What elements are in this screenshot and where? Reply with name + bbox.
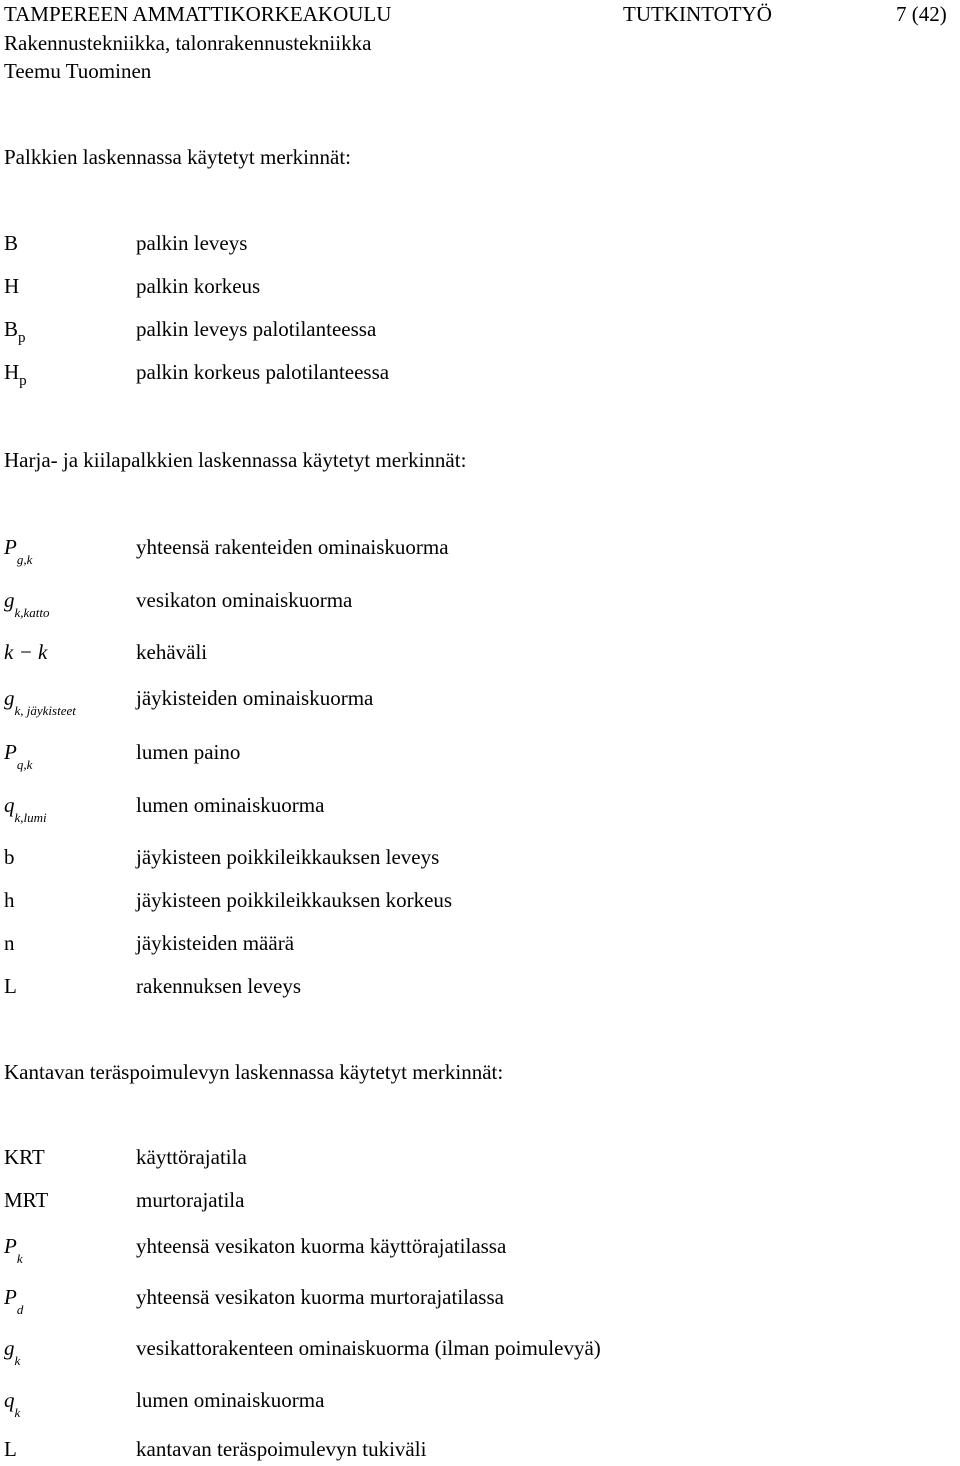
symbol-gk: $g_k$ <box>4 1336 21 1368</box>
symbol-Pk: $P_k$ <box>4 1234 23 1266</box>
desc-beam-width: palkin leveys <box>136 231 248 255</box>
desc-snow-load: lumen ominaiskuorma <box>136 793 325 817</box>
header-department: Rakennustekniikka, talonrakennustekniikka <box>4 31 372 55</box>
symbol-qk: $q_k$ <box>4 1388 21 1420</box>
header-school: TAMPEREEN AMMATTIKORKEAKOULU <box>4 2 392 26</box>
symbol-Pd: $P_d$ <box>4 1285 24 1317</box>
desc-ultimate-limit: murtorajatila <box>136 1188 245 1212</box>
desc-serviceability-limit: käyttörajatila <box>136 1145 247 1169</box>
section-title-steel-sheet: Kantavan teräspoimulevyn laskennassa käytetyt merkinnät: <box>4 1060 504 1084</box>
header-page-number: 7 (42) <box>896 2 947 26</box>
desc-snow-weight: lumen paino <box>136 740 241 764</box>
desc-beam-height-fire: palkin korkeus palotilanteessa <box>136 360 390 384</box>
symbol-MRT: MRT <box>4 1188 49 1212</box>
symbol-B: B <box>4 231 19 255</box>
desc-total-load-uls: yhteensä vesikaton kuorma murtorajatilassa <box>136 1285 504 1309</box>
symbol-b: b <box>4 845 15 869</box>
symbol-h: h <box>4 888 15 912</box>
symbol-n: n <box>4 931 15 955</box>
section-title-ridge-beams: Harja- ja kiilapalkkien laskennassa käytetyt merkinnät: <box>4 448 467 472</box>
desc-building-width: rakennuksen leveys <box>136 974 302 998</box>
symbol-qk-lumi: $q_{k,lumi}$ <box>4 793 47 825</box>
desc-stiffener-width: jäykisteen poikkileikkauksen leveys <box>136 845 440 869</box>
desc-stiffener-height: jäykisteen poikkileikkauksen korkeus <box>136 888 453 912</box>
symbol-Pgk: $P_{g,k}$ <box>4 535 33 567</box>
header-author: Teemu Tuominen <box>4 59 152 83</box>
desc-support-span: kantavan teräspoimulevyn tukiväli <box>136 1437 427 1461</box>
symbol-gk-katto: $g_{k,katto}$ <box>4 588 50 620</box>
symbol-Bp: $B_p$ <box>4 317 26 346</box>
desc-roof-structure-load: vesikattorakenteen ominaiskuorma (ilman poimulevyä) <box>136 1336 601 1360</box>
symbol-KRT: KRT <box>4 1145 45 1169</box>
desc-stiffener-load: jäykisteiden ominaiskuorma <box>136 686 374 710</box>
symbol-Pqk: $P_{q,k}$ <box>4 740 33 772</box>
symbol-L-span: L <box>4 1437 17 1461</box>
symbol-Hp: $H_p$ <box>4 360 27 389</box>
desc-beam-height: palkin korkeus <box>136 274 261 298</box>
desc-frame-spacing: kehäväli <box>136 640 208 664</box>
desc-stiffener-count: jäykisteiden määrä <box>136 931 295 955</box>
symbol-k-k: k − k <box>4 640 48 664</box>
desc-roof-load: vesikaton ominaiskuorma <box>136 588 353 612</box>
desc-beam-width-fire: palkin leveys palotilanteessa <box>136 317 377 341</box>
symbol-H: H <box>4 274 20 298</box>
symbol-gk-jaykisteet: $g_{k, jäykisteet}$ <box>4 686 76 718</box>
section-title-beams: Palkkien laskennassa käytetyt merkinnät: <box>4 145 351 169</box>
desc-total-load-sls: yhteensä vesikaton kuorma käyttörajatilassa <box>136 1234 507 1258</box>
symbol-L-building: L <box>4 974 17 998</box>
header-doc-type: TUTKINTOTYÖ <box>623 2 772 26</box>
desc-total-structure-load: yhteensä rakenteiden ominaiskuorma <box>136 535 449 559</box>
desc-snow-load-2: lumen ominaiskuorma <box>136 1388 325 1412</box>
